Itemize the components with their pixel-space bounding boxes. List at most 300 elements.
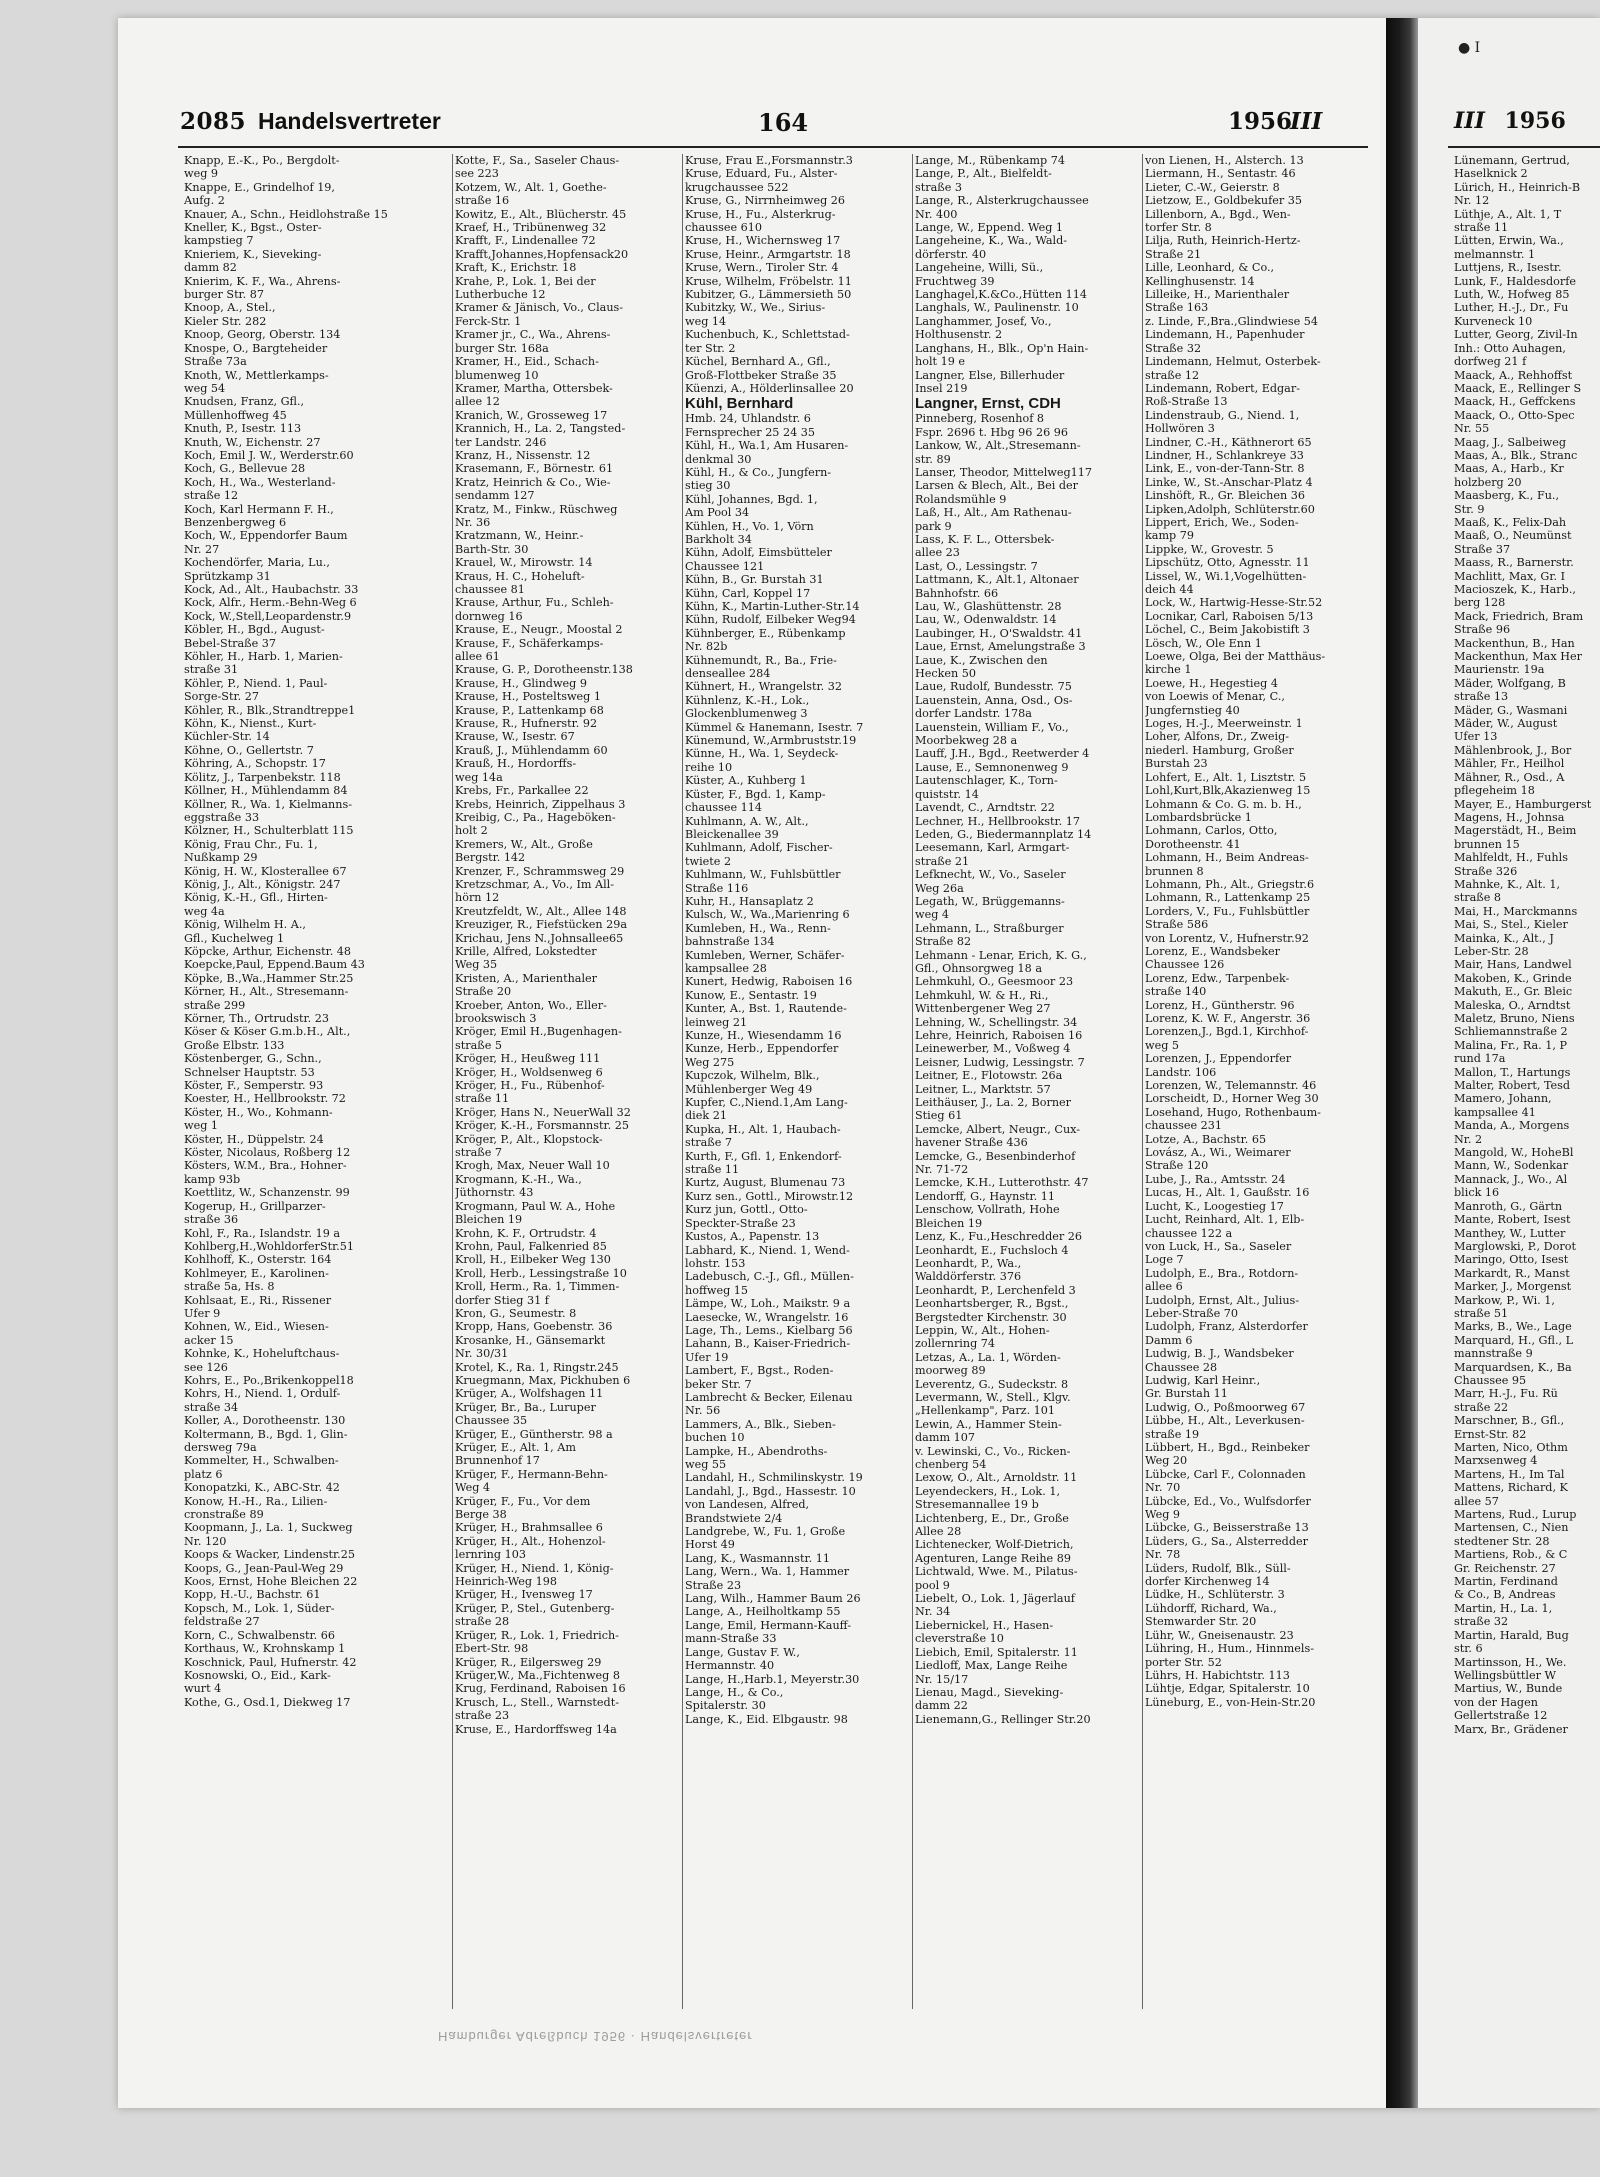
directory-entry: Lohmann, Ph., Alt., Griegstr.6: [1145, 877, 1315, 891]
directory-entry: Lefknecht, W., Vo., Saseler: [915, 868, 1066, 882]
directory-entry: Wittenbergener Weg 27: [915, 1002, 1051, 1016]
directory-entry: Str. 9: [1454, 502, 1485, 516]
directory-entry: Mair, Hans, Landwel: [1454, 958, 1572, 972]
directory-entry: weg 9: [184, 167, 219, 181]
directory-entry: Hermannstr. 40: [685, 1659, 775, 1673]
directory-entry: Dorotheenstr. 41: [1145, 837, 1241, 851]
directory-entry: Bergstedter Kirchenstr. 30: [915, 1310, 1067, 1324]
directory-entry: straße 21: [915, 854, 970, 868]
directory-entry: von Lienen, H., Alsterch. 13: [1145, 154, 1304, 167]
directory-entry: Lübcke, G., Beisserstraße 13: [1145, 1521, 1309, 1535]
directory-entry: Leinewerber, M., Voßweg 4: [915, 1042, 1071, 1056]
directory-entry: Langhagel,K.&Co.,Hütten 114: [915, 288, 1088, 302]
directory-entry: Lübcke, Ed., Vo., Wulfsdorfer: [1145, 1494, 1311, 1508]
directory-entry: Korn, C., Schwalbenstr. 66: [184, 1628, 335, 1642]
directory-entry: straße 3: [915, 180, 963, 194]
directory-entry: Kruse, Eduard, Fu., Alster-: [685, 167, 838, 181]
directory-entry: Nr. 34: [915, 1605, 951, 1619]
directory-entry: Lanser, Theodor, Mittelweg117: [915, 465, 1092, 479]
directory-entry: Lenz, K., Fu.,Heschredder 26: [915, 1230, 1083, 1244]
directory-entry: straße 5: [455, 1038, 503, 1052]
directory-entry: von Luck, H., Sa., Saseler: [1145, 1239, 1292, 1253]
directory-entry: Nr. 36: [455, 515, 491, 529]
directory-entry: see 126: [184, 1360, 228, 1374]
directory-entry: blick 16: [1454, 1186, 1500, 1200]
directory-entry: Straße 96: [1454, 623, 1511, 637]
directory-entry: Weg 26a: [915, 881, 964, 895]
directory-entry: Köhring, A., Schopstr. 17: [184, 757, 326, 771]
directory-entry: Stresemannallee 19 b: [915, 1498, 1039, 1512]
directory-entry: von der Hagen: [1454, 1695, 1538, 1709]
directory-entry: Burstah 23: [1145, 757, 1208, 771]
directory-entry: Holthusenstr. 2: [915, 328, 1003, 342]
directory-entry: Kruse, G., Nirrnheimweg 26: [685, 194, 846, 208]
directory-entry: Maag, J., Salbeiweg: [1454, 435, 1566, 449]
directory-entry: von Landesen, Alfred,: [685, 1498, 810, 1512]
directory-entry: Speckter-Straße 23: [685, 1216, 796, 1230]
directory-entry: damm 22: [915, 1699, 968, 1713]
directory-entry: Küchel, Bernhard A., Gfl.,: [685, 355, 831, 369]
directory-entry: Lindner, C.-H., Käthnerort 65: [1145, 435, 1312, 449]
directory-entry: Lang, K., Wasmannstr. 11: [685, 1551, 830, 1565]
directory-entry: Kühn, Adolf, Eimsbütteler: [685, 546, 832, 560]
directory-entry: Liedloff, Max, Lange Reihe: [915, 1659, 1068, 1673]
directory-entry: leinweg 21: [685, 1015, 748, 1029]
directory-entry: Kölzner, H., Schulterblatt 115: [184, 824, 354, 838]
directory-entry: dorfer Stieg 31 f: [455, 1293, 549, 1307]
directory-entry: Maletz, Bruno, Niens: [1454, 1012, 1575, 1025]
directory-entry: Lipken,Adolph, Schlüterstr.60: [1145, 502, 1315, 516]
directory-entry: Straße 21: [1145, 247, 1202, 261]
directory-entry: Lang, Wern., Wa. 1, Hammer: [685, 1565, 850, 1579]
directory-entry: Leesemann, Karl, Armgart-: [915, 841, 1070, 855]
directory-entry: denseallee 284: [685, 667, 771, 681]
directory-entry: kirche 1: [1145, 663, 1192, 677]
directory-entry: Kramer, Martha, Ottersbek-: [455, 381, 613, 395]
directory-entry: Leppin, W., Alt., Hohen-: [915, 1323, 1050, 1337]
directory-entry: Insel 219: [915, 381, 968, 395]
directory-entry: Lau, W., Glashüttenstr. 28: [915, 600, 1062, 613]
directory-entry: kamp 93b: [184, 1172, 241, 1186]
directory-entry: Krohn, K. F., Ortrudstr. 4: [455, 1226, 597, 1240]
directory-entry: Knierim, K. F., Wa., Ahrens-: [184, 274, 341, 288]
directory-entry: Ufer 19: [685, 1350, 729, 1364]
column-divider: [682, 154, 683, 2009]
directory-entry: Köser & Köser G.m.b.H., Alt.,: [184, 1025, 351, 1039]
directory-entry: Bleichen 19: [455, 1213, 523, 1227]
directory-entry: Weg 20: [1145, 1454, 1188, 1468]
directory-entry: Kurveneck 10: [1454, 314, 1533, 328]
directory-entry: diek 21: [685, 1109, 727, 1123]
directory-entry: Lewin, A., Hammer Stein-: [915, 1417, 1062, 1431]
directory-entry: Krause, F., Schäferkamps-: [455, 636, 604, 650]
column-divider: [1142, 154, 1143, 2009]
directory-entry: Maack, A., Rehhoffst: [1454, 368, 1573, 382]
directory-entry: von Lorentz, V., Hufnerstr.92: [1145, 931, 1309, 945]
directory-entry: brunnen 15: [1454, 837, 1520, 851]
directory-entry: Kroeber, Anton, Wo., Eller-: [455, 998, 607, 1012]
directory-entry: straße 11: [685, 1163, 740, 1177]
directory-entry: porter Str. 52: [1145, 1655, 1222, 1669]
directory-entry: dörferstr. 40: [915, 247, 987, 261]
directory-entry: Knoth, W., Mettlerkamps-: [184, 368, 329, 382]
directory-entry: Kock, W.,Stell,Leopardenstr.9: [184, 609, 352, 623]
directory-entry: & Co., B, Andreas: [1454, 1588, 1556, 1602]
directory-entry: Leonhardt, P., Lerchenfeld 3: [915, 1283, 1076, 1297]
directory-entry: Lorscheidt, D., Horner Weg 30: [1145, 1092, 1319, 1106]
directory-entry: Lohmann & Co. G. m. b. H.,: [1145, 797, 1302, 811]
directory-entry: Lange, Emil, Hermann-Kauff-: [685, 1618, 851, 1632]
directory-entry: Maack, E., Rellinger S: [1454, 381, 1582, 395]
directory-entry: Langner, Ernst, CDH: [915, 395, 1061, 413]
directory-entry: Kohnke, K., Hoheluftchaus-: [184, 1347, 340, 1361]
directory-entry: Kupka, H., Alt. 1, Haubach-: [685, 1122, 841, 1136]
directory-entry: Lange, M., Rübenkamp 74: [915, 154, 1065, 167]
directory-entry: Krebs, Heinrich, Zippelhaus 3: [455, 797, 626, 811]
directory-entry: sendamm 127: [455, 489, 535, 503]
directory-entry: Straße 163: [1145, 301, 1209, 315]
directory-entry: Lüneburg, E., von-Hein-Str.20: [1145, 1695, 1316, 1709]
directory-entry: Lavendt, C., Arndtstr. 22: [915, 801, 1055, 815]
directory-entry: Haselknick 2: [1454, 167, 1528, 181]
directory-entry: Bebel-Straße 37: [184, 636, 277, 650]
directory-entry: Kratz, M., Finkw., Rüschweg: [455, 502, 618, 516]
directory-entry: Kuchenbuch, K., Schlettstad-: [685, 328, 850, 342]
directory-entry: Marks, B., We., Lage: [1454, 1320, 1572, 1334]
directory-entry: deich 44: [1145, 583, 1194, 596]
directory-entry: Kühnert, H., Wrangelstr. 32: [685, 680, 843, 694]
directory-entry: Lunk, F., Haldesdorfe: [1454, 274, 1576, 288]
directory-entry: acker 15: [184, 1333, 234, 1347]
directory-entry: Küster, F., Bgd. 1, Kamp-: [685, 787, 826, 801]
directory-entry: melmannstr. 1: [1454, 247, 1536, 261]
directory-entry: Kupczok, Wilhelm, Blk.,: [685, 1069, 820, 1083]
directory-entry: Köbler, H., Bgd., August-: [184, 623, 325, 637]
directory-entry: Körner, Th., Ortrudstr. 23: [184, 1012, 329, 1025]
directory-entry: brunnen 8: [1145, 864, 1204, 878]
directory-entry: Köster, F., Semperstr. 93: [184, 1079, 324, 1093]
directory-entry: Küenzi, A., Hölderlinsallee 20: [685, 381, 854, 395]
directory-entry: Nr. 30/31: [455, 1347, 509, 1361]
right-header-rule: [1448, 146, 1600, 148]
directory-entry: Makuth, E., Gr. Bleic: [1454, 985, 1573, 999]
directory-entry: Langeheine, K., Wa., Wald-: [915, 234, 1068, 248]
directory-entry: Kölitz, J., Tarpenbekstr. 118: [184, 770, 341, 784]
directory-entry: straße 23: [455, 1709, 510, 1723]
directory-entry: Lange, K., Eid. Elbgaustr. 98: [685, 1712, 848, 1726]
directory-entry: dorfweg 21 f: [1454, 355, 1527, 369]
directory-entry: Kruse, Heinr., Armgartstr. 18: [685, 247, 851, 261]
directory-entry: hoffweg 15: [685, 1283, 749, 1297]
directory-entry: Kochendörfer, Maria, Lu.,: [184, 556, 330, 570]
directory-entry: Kramer jr., C., Wa., Ahrens-: [455, 328, 611, 342]
directory-entry: str. 6: [1454, 1642, 1483, 1656]
directory-entry: beker Str. 7: [685, 1377, 752, 1391]
directory-entry: Lürich, H., Heinrich-B: [1454, 180, 1581, 194]
directory-entry: Manda, A., Morgens: [1454, 1119, 1570, 1133]
directory-entry: Köster, Nicolaus, Roßberg 12: [184, 1146, 351, 1160]
directory-entry: z. Linde, F.,Bra.,Glindwiese 54: [1145, 314, 1318, 328]
directory-entry: Lösch, W., Ole Enn 1: [1145, 636, 1262, 650]
directory-entry: Krause, E., Neugr., Moostal 2: [455, 623, 623, 637]
directory-entry: Allee 28: [915, 1525, 962, 1539]
directory-entry: Konow, H.-H., Ra., Lilien-: [184, 1494, 328, 1508]
directory-entry: Mai, S., Stel., Kieler: [1454, 918, 1568, 932]
directory-entry: Koch, W., Eppendorfer Baum: [184, 529, 348, 543]
directory-entry: pflegeheim 18: [1454, 784, 1535, 798]
directory-entry: Mühlenberger Weg 49: [685, 1082, 813, 1096]
directory-entry: Kunter, A., Bst. 1, Rautende-: [685, 1002, 847, 1016]
directory-entry: quiststr. 14: [915, 787, 979, 801]
directory-entry: Koops & Wacker, Lindenstr.25: [184, 1548, 355, 1562]
directory-entry: Nr. 12: [1454, 194, 1490, 208]
directory-entry: Körner, H., Alt., Stresemann-: [184, 985, 349, 999]
directory-entry: Kosnowski, O., Eid., Kark-: [184, 1668, 331, 1682]
directory-entry: Lorenz, E., Wandsbeker: [1145, 944, 1281, 958]
directory-entry: Krüger, R., Eilgersweg 29: [455, 1655, 602, 1669]
directory-entry: Krenzer, F., Schrammsweg 29: [455, 864, 625, 878]
directory-entry: Linke, W., St.-Anschar-Platz 4: [1145, 475, 1313, 489]
directory-entry: Barth-Str. 30: [455, 542, 529, 556]
directory-entry: Müllenhoffweg 45: [184, 408, 287, 422]
directory-entry: Kneller, K., Bgst., Oster-: [184, 221, 322, 235]
header-section-title: Handelsvertreter: [258, 108, 441, 134]
directory-entry: Lübbe, H., Alt., Leverkusen-: [1145, 1414, 1305, 1428]
directory-entry: Lehre, Heinrich, Raboisen 16: [915, 1029, 1083, 1042]
directory-entry: Nr. 56: [685, 1404, 721, 1418]
directory-entry: damm 82: [184, 261, 237, 275]
directory-entry: Krüger, E., Alt. 1, Am: [455, 1441, 576, 1454]
directory-entry: Kratzmann, W., Heinr.-: [455, 529, 584, 543]
directory-entry: Koepcke,Paul, Eppend.Baum 43: [184, 958, 365, 972]
directory-entry: Barkholt 34: [685, 532, 752, 546]
directory-entry: Ludwig, O., Poßmoorweg 67: [1145, 1400, 1306, 1414]
directory-entry: Landahl, H., Schmilinskystr. 19: [685, 1471, 863, 1485]
directory-entry: Lilja, Ruth, Heinrich-Hertz-: [1145, 234, 1301, 248]
directory-entry: Martiens, Rob., & C: [1454, 1548, 1568, 1562]
directory-entry: Krauß, H., Hordorffs-: [455, 757, 577, 771]
header-rule: [178, 146, 1368, 148]
directory-entry: kampstieg 7: [184, 234, 254, 248]
directory-entry: Ludwig, B. J., Wandsbeker: [1145, 1347, 1294, 1361]
directory-entry: Liebich, Emil, Spitalerstr. 11: [915, 1645, 1078, 1659]
directory-entry: blumenweg 10: [455, 368, 539, 382]
directory-entry: weg 5: [1145, 1038, 1180, 1052]
directory-entry: Kruse, Wern., Tiroler Str. 4: [685, 261, 839, 275]
directory-entry: Lahann, B., Kaiser-Friedrich-: [685, 1337, 851, 1351]
directory-entry: Große Elbstr. 133: [184, 1038, 285, 1052]
directory-entry: Manroth, G., Gärtn: [1454, 1199, 1563, 1213]
directory-entry: Bleickenallee 39: [685, 827, 779, 841]
directory-entry: Mähler, Fr., Heilhol: [1454, 757, 1565, 771]
directory-entry: Schliemannstraße 2: [1454, 1025, 1568, 1039]
directory-entry: Maas, A., Blk., Stranc: [1454, 448, 1578, 462]
directory-column-1: [184, 154, 416, 2034]
directory-entry: Marquardsen, K., Ba: [1454, 1360, 1572, 1374]
directory-entry: Kubitzer, G., Lämmersieth 50: [685, 288, 852, 302]
directory-entry: Kumleben, Werner, Schäfer-: [685, 948, 845, 962]
directory-entry: Krafft, F., Lindenallee 72: [455, 234, 596, 248]
directory-entry: Knapp, E.-K., Po., Bergdolt-: [184, 154, 340, 167]
directory-entry: Kratz, Heinrich & Co., Wie-: [455, 475, 611, 489]
directory-entry: Kraft, K., Erichstr. 18: [455, 261, 577, 275]
directory-entry: Knoop, A., Stel.,: [184, 301, 276, 315]
directory-entry: Knuth, W., Eichenstr. 27: [184, 435, 321, 449]
directory-entry: Krogh, Max, Neuer Wall 10: [455, 1159, 610, 1173]
directory-entry: Kohnen, W., Eid., Wiesen-: [184, 1320, 329, 1334]
directory-entry: Lehmkuhl, W. & H., Ri.,: [915, 988, 1049, 1002]
directory-entry: Krüger, P., Stel., Gutenberg-: [455, 1601, 615, 1615]
directory-entry: Nußkamp 29: [184, 851, 258, 865]
directory-entry: Lautenschlager, K., Torn-: [915, 774, 1058, 788]
directory-entry: chaussee 81: [455, 583, 525, 596]
directory-entry: Chaussee 121: [685, 559, 765, 573]
directory-entry: chaussee 610: [685, 221, 762, 235]
directory-entry: Luther, H.-J., Dr., Fu: [1454, 301, 1569, 315]
directory-entry: König, Wilhelm H. A.,: [184, 918, 306, 932]
directory-entry: Markardt, R., Manst: [1454, 1266, 1570, 1280]
directory-entry: Krüger, A., Wolfshagen 11: [455, 1387, 604, 1401]
directory-entry: Krause, G. P., Dorotheenstr.138: [455, 663, 633, 677]
directory-entry: Lichtenecker, Wolf-Dietrich,: [915, 1538, 1074, 1552]
directory-entry: Roß-Straße 13: [1145, 395, 1228, 409]
directory-entry: havener Straße 436: [915, 1136, 1028, 1150]
directory-entry: Koschnick, Paul, Hufnerstr. 42: [184, 1655, 357, 1669]
directory-entry: Mahnke, K., Alt. 1,: [1454, 877, 1561, 891]
directory-entry: Lüders, Rudolf, Blk., Süll-: [1145, 1561, 1291, 1575]
directory-entry: lernring 103: [455, 1548, 526, 1562]
directory-entry: Knoop, Georg, Oberstr. 134: [184, 328, 341, 342]
directory-entry: Maack, H., Geffckens: [1454, 395, 1576, 409]
directory-entry: Lissel, W., Wi.1,Vogelhütten-: [1145, 569, 1307, 583]
directory-entry: Nr. 15/17: [915, 1672, 969, 1686]
directory-entry: straße 13: [1454, 690, 1509, 704]
directory-entry: Lemcke, G., Besenbinderhof: [915, 1149, 1076, 1163]
directory-entry: Mattens, Richard, K: [1454, 1481, 1568, 1495]
directory-entry: Loges, H.-J., Meerweinstr. 1: [1145, 717, 1303, 731]
directory-entry: Köhler, R., Blk.,Strandtreppe1: [184, 703, 356, 717]
directory-entry: chenberg 54: [915, 1458, 987, 1471]
directory-entry: Kunert, Hedwig, Raboisen 16: [685, 975, 853, 989]
directory-entry: Hecken 50: [915, 667, 977, 681]
directory-entry: Langhals, W., Paulinenstr. 10: [915, 301, 1079, 315]
directory-entry: Brandstwiete 2/4: [685, 1511, 783, 1525]
directory-entry: zollernring 74: [915, 1337, 996, 1351]
directory-entry: Nr. 2: [1454, 1132, 1483, 1146]
directory-entry: Kohlmeyer, E., Karolinen-: [184, 1266, 329, 1280]
directory-entry: holzberg 20: [1454, 475, 1522, 489]
directory-entry: Kothe, G., Osd.1, Diekweg 17: [184, 1695, 351, 1709]
directory-entry: Lindenstraub, G., Niend. 1,: [1145, 408, 1300, 422]
directory-entry: Lippke, W., Grovestr. 5: [1145, 542, 1274, 556]
directory-entry: Luth, W., Hofweg 85: [1454, 288, 1570, 302]
right-page-column: [1454, 154, 1600, 1736]
directory-entry: Lange, R., Alsterkrugchaussee: [915, 194, 1089, 208]
directory-entry: Krüger, E., Güntherstr. 98 a: [455, 1427, 613, 1441]
directory-entry: Mayer, E., Hamburgerst: [1454, 797, 1592, 811]
directory-entry: allee 61: [455, 650, 500, 664]
directory-entry: straße 12: [1145, 368, 1200, 382]
directory-entry: Maurienstr. 19a: [1454, 663, 1545, 677]
directory-entry: Knauer, A., Schn., Heidlohstraße 15: [184, 207, 388, 221]
directory-entry: Knieriem, K., Sieveking-: [184, 247, 322, 261]
directory-entry: Marx, Br., Grädener: [1454, 1722, 1568, 1736]
directory-entry: Koops, G., Jean-Paul-Weg 29: [184, 1561, 344, 1575]
directory-entry: Lühtje, Edgar, Spitalerstr. 10: [1145, 1682, 1310, 1696]
directory-entry: Lovász, A., Wi., Weimarer: [1145, 1146, 1291, 1160]
left-page: [118, 18, 1386, 2108]
directory-entry: dorfer Kirchenweg 14: [1145, 1575, 1270, 1589]
directory-entry: Manthey, W., Lutter: [1454, 1226, 1566, 1240]
directory-entry: Kowitz, E., Alt., Blücherstr. 45: [455, 207, 627, 221]
directory-entry: Losehand, Hugo, Rothenbaum-: [1145, 1105, 1321, 1119]
directory-entry: Kron, G., Seumestr. 8: [455, 1306, 577, 1320]
directory-entry: Letzas, A., La. 1, Wörden-: [915, 1350, 1061, 1364]
directory-entry: Nr. 400: [915, 207, 958, 221]
directory-entry: straße 5a, Hs. 8: [184, 1280, 275, 1294]
directory-entry: Kruse, Wilhelm, Fröbelstr. 11: [685, 274, 852, 288]
directory-entry: kampsallee 41: [1454, 1105, 1536, 1119]
directory-entry: Krüger, R., Lok. 1, Friedrich-: [455, 1628, 619, 1642]
directory-entry: krugchaussee 522: [685, 180, 789, 194]
directory-entry: Lichtenberg, E., Dr., Große: [915, 1511, 1069, 1525]
directory-entry: chaussee 122 a: [1145, 1226, 1233, 1240]
directory-entry: Kühn, B., Gr. Burstah 31: [685, 573, 824, 587]
directory-entry: Nr. 78: [1145, 1548, 1181, 1562]
directory-entry: Künemund, W.,Armbruststr.19: [685, 734, 857, 748]
directory-entry: Kohrs, E., Po.,Brikenkoppel18: [184, 1373, 354, 1387]
directory-entry: Kröger, H., Fu., Rübenhof-: [455, 1079, 605, 1093]
directory-entry: Kühnemundt, R., Ba., Frie-: [685, 653, 837, 667]
directory-entry: Lankow, W., Alt.,Stresemann-: [915, 439, 1081, 453]
directory-entry: Koester, H., Hellbrookstr. 72: [184, 1092, 346, 1106]
directory-entry: Nr. 27: [184, 542, 220, 556]
footer-stamp: Hamburger Adreßbuch 1956 · Handelsvertreter: [438, 2029, 753, 2044]
directory-entry: Kühl, H., & Co., Jungfern-: [685, 465, 832, 479]
directory-entry: Köhler, P., Niend. 1, Paul-: [184, 676, 328, 690]
directory-entry: Lutherbuche 12: [455, 288, 546, 302]
directory-entry: Lüders, G., Sa., Alsterredder: [1145, 1534, 1308, 1548]
directory-entry: Kühl, Bernhard: [685, 395, 794, 413]
directory-entry: Leonhardt, E., Fuchsloch 4: [915, 1243, 1069, 1257]
directory-entry: Gfl., Ohnsorgweg 18 a: [915, 961, 1043, 975]
directory-entry: straße 28: [455, 1615, 510, 1629]
directory-entry: Köpcke, Arthur, Eichenstr. 48: [184, 944, 352, 958]
directory-entry: Krüger, F., Fu., Vor dem: [455, 1494, 591, 1508]
directory-entry: Knudsen, Franz, Gfl.,: [184, 395, 305, 409]
directory-entry: Liermann, H., Sentastr. 46: [1145, 167, 1296, 181]
directory-entry: Leonhardt, P., Wa.,: [915, 1256, 1022, 1270]
directory-entry: Lünemann, Gertrud,: [1454, 154, 1570, 167]
directory-entry: Langeheine, Willi, Sü.,: [915, 261, 1044, 275]
directory-entry: Weg 35: [455, 958, 498, 972]
directory-entry: Maas, A., Harb., Kr: [1454, 462, 1564, 476]
directory-entry: Locnikar, Carl, Raboisen 5/13: [1145, 609, 1314, 623]
directory-entry: Lutter, Georg, Zivil-In: [1454, 328, 1578, 342]
directory-entry: Krüger, H., Ivensweg 17: [455, 1588, 593, 1602]
directory-entry: Krannich, H., La. 2, Tangsted-: [455, 422, 626, 436]
directory-entry: mannstraße 9: [1454, 1347, 1533, 1361]
directory-entry: Lotze, A., Bachstr. 65: [1145, 1132, 1267, 1146]
directory-entry: bahnstraße 134: [685, 935, 775, 949]
directory-entry: Lindemann, H., Papenhuder: [1145, 328, 1305, 342]
directory-entry: Lemcke, Albert, Neugr., Cux-: [915, 1122, 1081, 1136]
directory-entry: Straße 20: [455, 985, 512, 999]
directory-entry: holt 2: [455, 824, 488, 838]
directory-entry: Malter, Robert, Tesd: [1454, 1079, 1571, 1093]
directory-entry: Machlitt, Max, Gr. I: [1454, 569, 1565, 583]
directory-entry: Krause, H., Posteltsweg 1: [455, 690, 601, 704]
